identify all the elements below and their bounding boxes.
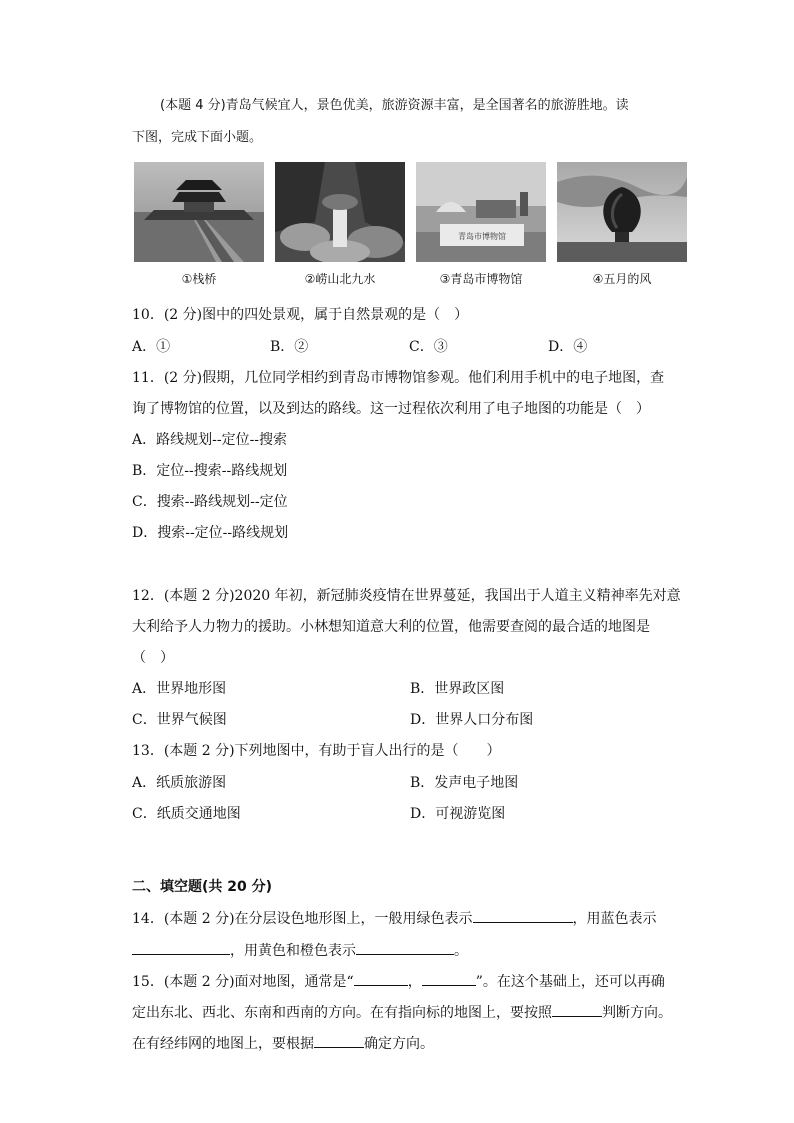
q15-text-4: 定出东北、西北、东南和西南的方向。在有指向标的地图上，要按照	[132, 1005, 552, 1021]
q13-option-c: C．纸质交通地图	[132, 806, 241, 822]
q15-blank-4[interactable]	[314, 1033, 364, 1048]
q12-option-b: B．世界政区图	[410, 681, 505, 697]
q10-option-d: D．④	[548, 339, 588, 355]
q13-option-d: D．可视游览图	[410, 806, 506, 822]
q14-text-4: 。	[454, 943, 468, 959]
q10-option-c: C．③	[409, 339, 448, 355]
photo-zhanqiao	[134, 162, 264, 262]
q15-line-2	[132, 1002, 672, 1023]
q12-stem-1: 12．(本题 2 分)2020 年初，新冠肺炎疫情在世界蔓延，我国出于人道主义精神率先对意	[132, 588, 681, 604]
q15-blank-2[interactable]	[422, 971, 476, 986]
q13-option-a: A．纸质旅游图	[132, 775, 227, 791]
q12-stem-2: 大利给予人力物力的援助。小林想知道意大利的位置，他需要查阅的最合适的地图是	[132, 619, 650, 635]
q11-stem-2: 询了博物馆的位置，以及到达的路线。这一过程依次利用了电子地图的功能是（ ）	[132, 401, 650, 417]
q15-line-1	[132, 971, 665, 992]
photo-caption: ③青岛市博物馆	[439, 272, 523, 286]
q10-option-b: B．②	[270, 339, 309, 355]
q10-stem: 10．(2 分)图中的四处景观，属于自然景观的是（ ）	[132, 307, 469, 323]
q12-option-d: D．世界人口分布图	[410, 712, 534, 728]
q14-text-2: ，用蓝色表示	[572, 911, 657, 927]
section-title: 二、填空题(共 20 分)	[132, 879, 273, 895]
intro-line-1: (本题 4 分)青岛气候宜人，景色优美，旅游资源丰富，是全国著名的旅游胜地。读	[160, 98, 629, 113]
q13-option-b: B．发声电子地图	[410, 775, 519, 791]
q15-text-5: 判断方向。	[602, 1005, 672, 1021]
q13-stem: 13．(本题 2 分)下列地图中，有助于盲人出行的是（ ）	[132, 743, 501, 759]
intro-line-2: 下图，完成下面小题。	[132, 130, 263, 145]
q11-stem-1: 11．(2 分)假期，几位同学相约到青岛市博物馆参观。他们利用手机中的电子地图，查	[132, 370, 665, 386]
q14-line-2	[132, 940, 468, 961]
q15-blank-1[interactable]	[354, 971, 408, 986]
photo-caption: ④五月的风	[592, 272, 652, 286]
q12-option-a: A．世界地形图	[132, 681, 227, 697]
q15-text-1: 15．(本题 2 分)面对地图，通常是“	[132, 974, 354, 990]
q15-text-7: 确定方向。	[364, 1036, 434, 1052]
q15-text-3: ”。在这个基础上，还可以再确	[475, 974, 665, 990]
q15-text-6: 在有经纬网的地图上，要根据	[132, 1036, 314, 1052]
q12-stem-3: （ ）	[132, 650, 174, 666]
q14-blank-2[interactable]	[132, 940, 230, 955]
q14-text-3: ，用黄色和橙色表示	[230, 943, 356, 959]
museum-sign-text: 青岛市博物馆	[458, 232, 506, 241]
photo-may-fourth-sculpture	[557, 162, 687, 262]
q11-option-a: A．路线规划--定位--搜索	[132, 432, 288, 448]
q11-option-b: B．定位--搜索--路线规划	[132, 463, 288, 479]
photo-qingdao-museum	[416, 162, 546, 262]
q12-option-c: C．世界气候图	[132, 712, 227, 728]
photo-caption: ②崂山北九水	[304, 272, 376, 286]
q14-text-1: 14．(本题 2 分)在分层设色地形图上，一般用绿色表示	[132, 911, 473, 927]
q10-option-a: A．①	[132, 339, 171, 355]
q11-option-c: C．搜索--路线规划--定位	[132, 494, 288, 510]
q15-line-3	[132, 1033, 434, 1054]
photo-laoshan-waterfall	[275, 162, 405, 262]
q14-line-1	[132, 908, 657, 929]
q11-option-d: D．搜索--定位--路线规划	[132, 525, 289, 541]
q15-blank-3[interactable]	[552, 1002, 602, 1017]
photo-caption: ①栈桥	[181, 272, 217, 286]
q14-blank-3[interactable]	[356, 940, 454, 955]
q14-blank-1[interactable]	[473, 908, 573, 923]
q15-text-2: ，	[407, 974, 422, 990]
